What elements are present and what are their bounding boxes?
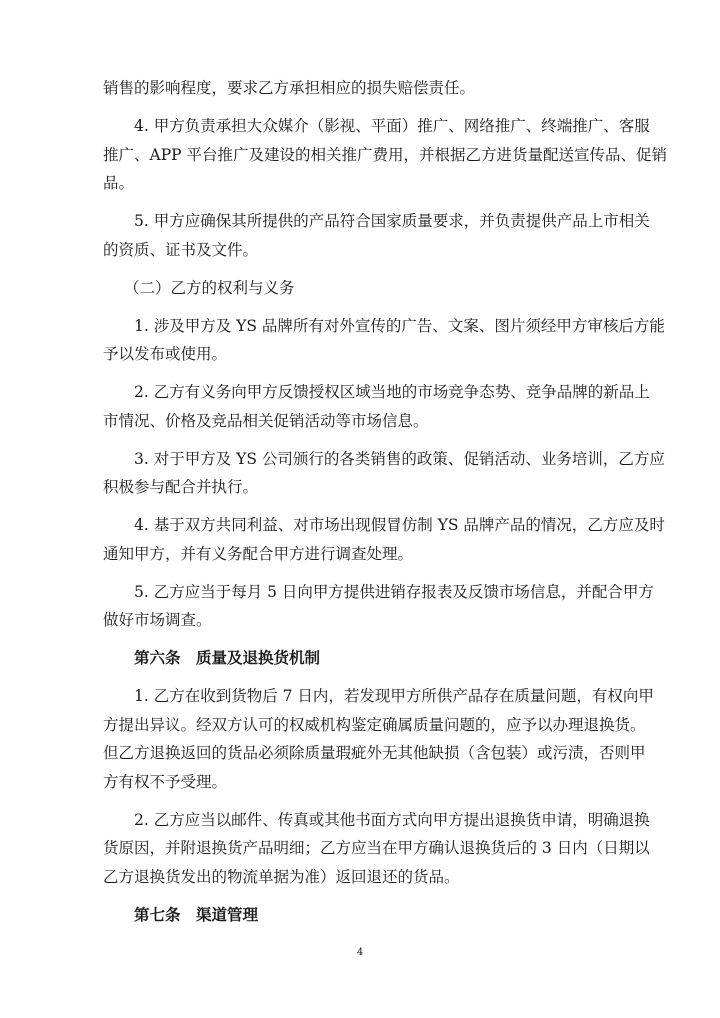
text-line: 2. 乙方有义务向甲方反馈授权区域当地的市场竞争态势、竞争品牌的新品上: [134, 383, 650, 401]
text-line: 方提出异议。经双方认可的权威机构鉴定确属质量问题的，应予以办理退换货。: [103, 715, 646, 734]
subsection-heading: [103, 274, 621, 303]
text-line: 3. 对于甲方及 YS 公司颁行的各类销售的政策、促销活动、业务培训，乙方应: [134, 449, 665, 468]
paragraph-party-b-4: [103, 511, 665, 568]
text-line: 第七条 渠道管理: [134, 904, 259, 924]
text-line: 4. 甲方负责承担大众媒介（影视、平面）推广、网络推广、终端推广、客服: [134, 117, 650, 135]
text-line: 第六条 质量及退换货机制: [134, 648, 321, 667]
text-line: 积极参与配合并执行。: [103, 478, 259, 496]
text-line: 货原因，并附退换货产品明细；乙方应当在甲方确认退换货后的 3 日内（日期以: [103, 839, 650, 857]
text-line: 推广、APP 平台推广及建设的相关推广费用，并根据乙方进货量配送宣传品、促销: [103, 145, 667, 164]
paragraph-party-b-2: [103, 378, 650, 435]
paragraph-party-b-3: [103, 445, 665, 502]
text-line: （二）乙方的权利与义务: [124, 278, 295, 297]
text-line: 方有权不予受理。: [103, 772, 228, 791]
text-line: 5. 甲方应确保其所提供的产品符合国家质量要求，并负责提供产品上市相关: [134, 212, 650, 230]
text-line: 的资质、证书及文件。: [103, 240, 259, 259]
paragraph-continuation: [103, 74, 621, 103]
text-line: 销售的影响程度，要求乙方承担相应的损失赔偿责任。: [103, 79, 476, 97]
text-line: 4. 基于双方共同利益、对市场出现假冒仿制 YS 品牌产品的情况，乙方应及时: [134, 516, 665, 534]
text-line: 市情况、价格及竞品相关促销活动等市场信息。: [103, 411, 429, 430]
article-6-heading: [103, 644, 621, 673]
paragraph-party-a-4: [103, 112, 667, 198]
paragraph-party-b-1: [103, 312, 665, 369]
text-line: 1. 涉及甲方及 YS 品牌所有对外宣传的广告、文案、图片须经甲方审核后方能: [134, 316, 665, 335]
paragraph-party-b-5: [103, 578, 654, 635]
text-line: 予以发布或使用。: [103, 345, 228, 363]
text-line: 乙方退换货发出的物流单据为准）返回退还的货品。: [103, 867, 460, 886]
page-number: 4: [356, 947, 364, 958]
text-line: 品。: [103, 174, 135, 192]
text-line: 5. 乙方应当于每月 5 日向甲方提供进销存报表及反馈市场信息，并配合甲方: [134, 582, 654, 601]
document-page: [103, 74, 667, 939]
text-line: 2. 乙方应当以邮件、传真或其他书面方式向甲方提出退换货申请，明确退换: [134, 810, 650, 829]
text-line: 但乙方退换返回的货品必须除质量瑕疵外无其他缺损（含包装）或污渍，否则甲: [103, 744, 646, 762]
article-7-heading: [103, 901, 621, 930]
paragraph-party-a-5: [103, 207, 650, 264]
paragraph-article-6-1: [103, 682, 654, 796]
text-line: 做好市场调查。: [103, 611, 212, 629]
text-line: 1. 乙方在收到货物后 7 日内，若发现甲方所供产品存在质量问题，有权向甲: [134, 687, 654, 705]
text-line: 通知甲方，并有义务配合甲方进行调查处理。: [103, 544, 414, 563]
paragraph-article-6-2: [103, 806, 650, 892]
